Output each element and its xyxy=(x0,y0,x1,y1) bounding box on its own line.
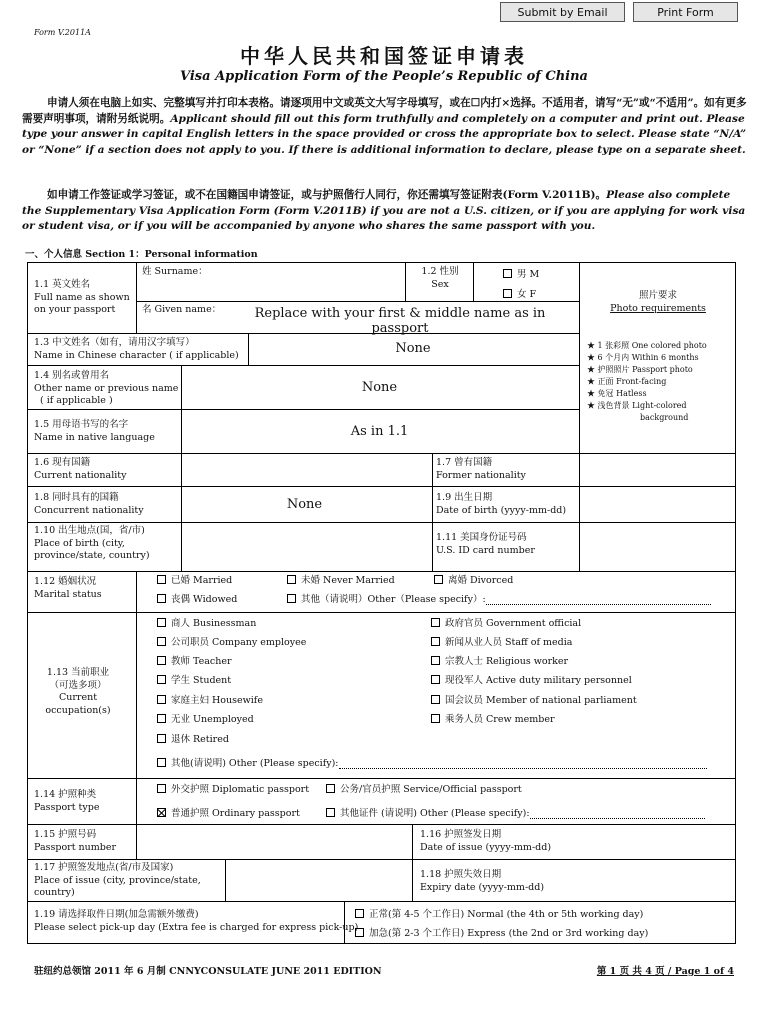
field-1-12-label: 1.12 婚姻状况 Marital status xyxy=(34,576,102,600)
pickup-normal-option[interactable]: 正常(第 4-5 个工作日) Normal (the 4th or 5th working day) xyxy=(355,906,643,920)
checkbox-icon[interactable] xyxy=(431,656,440,665)
occupation-option[interactable]: 退休 Retired xyxy=(157,731,229,745)
photo-req-item: ★ 浅色背景 Light-colored xyxy=(587,401,687,410)
field-1-19-label: 1.19 请选择取件日期(加急需额外缴费) Please select pick-up day (Extra fee is charged for express pick-up) xyxy=(34,909,359,933)
field-1-18-label: 1.18 护照失效日期 Expiry date (yyyy-mm-dd) xyxy=(420,869,545,893)
former-nationality-input[interactable] xyxy=(580,454,732,484)
field-1-14-label: 1.14 护照种类 Passport type xyxy=(34,789,100,813)
checkbox-icon[interactable] xyxy=(434,575,443,584)
page-title-en: Visa Application Form of the People’s Republic of China xyxy=(180,69,588,84)
occupation-option[interactable]: 无业 Unemployed xyxy=(157,711,254,725)
field-1-13-label: 1.13 当前职业 （可选多项） Current occupation(s) xyxy=(45,667,111,716)
checkbox-icon[interactable] xyxy=(157,734,166,743)
occupation-option[interactable]: 乘务人员 Crew member xyxy=(431,711,555,725)
passport-other-input[interactable] xyxy=(530,808,705,819)
passport-service-option[interactable]: 公务/官员护照 Service/Official passport xyxy=(326,781,522,795)
photo-req-item: ★ 6 个月内 Within 6 months xyxy=(587,353,699,362)
field-1-9-label: 1.9 出生日期 Date of birth (yyyy-mm-dd) xyxy=(436,492,567,516)
form-number: Form V.2011A xyxy=(34,28,91,37)
us-id-input[interactable] xyxy=(580,525,732,565)
given-name-input[interactable]: Replace with your first & middle name as in passport xyxy=(254,306,546,336)
field-1-16-label: 1.16 护照签发日期 Date of issue (yyyy-mm-dd) xyxy=(420,829,552,853)
photo-req-item: ★ 免冠 Hatless xyxy=(587,389,647,398)
occupation-option[interactable]: 商人 Businessman xyxy=(157,615,256,629)
field-1-8-label: 1.8 同时具有的国籍 Concurrent nationality xyxy=(34,492,144,516)
page-title-cn: 中华人民共和国签证申请表 xyxy=(240,44,528,68)
marital-divorced-option[interactable]: 离婚 Divorced xyxy=(434,572,513,586)
checkbox-icon[interactable] xyxy=(157,594,166,603)
checkbox-icon[interactable] xyxy=(287,594,296,603)
field-1-2-label: 1.2 性别 Sex xyxy=(421,266,459,290)
occupation-option[interactable]: 政府官员 Government official xyxy=(431,615,581,629)
occupation-other-option[interactable]: 其他(请说明) Other (Please specify): xyxy=(157,755,707,769)
checkbox-icon[interactable] xyxy=(431,618,440,627)
concurrent-nationality-input[interactable]: None xyxy=(286,497,323,512)
checkbox-icon[interactable] xyxy=(355,909,364,918)
current-nationality-input[interactable] xyxy=(182,454,432,484)
field-1-3-label: 1.3 中文姓名（如有，请用汉字填写） Name in Chinese character ( if applicable) xyxy=(34,337,239,361)
instructions-2: 如申请工作签证或学习签证，或不在国籍国申请签证，或与护照偕行人同行，你还需填写签证附表(Form V.2011B)。Please also complete the Supplementary Visa Application Form (Form V.2011B) if you are not a U.S. citizen, or if you are applying for work visa or student visa, or if you will be accompanied by anyone who shares the same passport with you. xyxy=(22,189,746,232)
checkbox-icon[interactable] xyxy=(157,695,166,704)
marital-other-option[interactable]: 其他（请说明）Other（Please specify）: xyxy=(287,591,711,605)
sex-female-option[interactable]: 女 F xyxy=(503,286,536,300)
checkbox-icon[interactable] xyxy=(287,575,296,584)
checkbox-icon[interactable] xyxy=(431,637,440,646)
checkbox-icon[interactable] xyxy=(157,637,166,646)
occupation-option[interactable]: 新闻从业人员 Staff of media xyxy=(431,634,572,648)
birthplace-input[interactable] xyxy=(182,525,432,565)
surname-label: 姓 Surname： xyxy=(142,266,208,277)
passport-ordinary-option[interactable]: 普通护照 Ordinary passport xyxy=(157,805,300,819)
occupation-other-input[interactable] xyxy=(339,758,707,769)
occupation-option[interactable]: 国会议员 Member of national parliament xyxy=(431,692,637,706)
sex-male-option[interactable]: 男 M xyxy=(503,266,539,280)
photo-req-item: ★ 正面 Front-facing xyxy=(587,377,667,386)
given-name-label: 名 Given name： xyxy=(142,304,222,315)
checkbox-icon[interactable] xyxy=(503,289,512,298)
pickup-express-option[interactable]: 加急(第 2-3 个工作日) Express (the 2nd or 3rd working day) xyxy=(355,925,648,939)
other-name-input[interactable]: None xyxy=(361,380,398,395)
checkbox-icon[interactable] xyxy=(157,656,166,665)
checked-checkbox-icon[interactable] xyxy=(157,808,166,817)
checkbox-icon[interactable] xyxy=(157,784,166,793)
field-1-7-label: 1.7 曾有国籍 Former nationality xyxy=(436,457,526,481)
marital-widowed-option[interactable]: 丧偶 Widowed xyxy=(157,591,237,605)
checkbox-icon[interactable] xyxy=(326,784,335,793)
surname-input[interactable] xyxy=(210,264,400,294)
occupation-option[interactable]: 现役军人 Active duty military personnel xyxy=(431,672,632,686)
footer-page-number: 第 1 页 共 4 页 / Page 1 of 4 xyxy=(596,966,734,977)
occupation-option[interactable]: 公司职员 Company employee xyxy=(157,634,306,648)
photo-req-item: background xyxy=(640,413,689,422)
field-1-10-label: 1.10 出生地点(国，省/市) Place of birth (city, province/state, country) xyxy=(34,525,150,561)
checkbox-icon[interactable] xyxy=(157,714,166,723)
field-1-15-label: 1.15 护照号码 Passport number xyxy=(34,829,117,853)
field-1-5-label: 1.5 用母语书写的名字 Name in native language xyxy=(34,419,155,443)
footer-edition: 驻纽约总领馆 2011 年 6 月制 CNNYCONSULATE JUNE 2011 EDITION xyxy=(34,966,382,977)
field-1-11-label: 1.11 美国身份证号码 U.S. ID card number xyxy=(436,532,535,556)
chinese-name-input[interactable]: None xyxy=(395,341,431,356)
checkbox-icon[interactable] xyxy=(355,928,364,937)
checkbox-icon[interactable] xyxy=(326,808,335,817)
field-1-17-label: 1.17 护照签发地点(省/市及国家) Place of issue (city, province/state, country) xyxy=(34,862,201,898)
marital-never-married-option[interactable]: 未婚 Never Married xyxy=(287,572,395,586)
occupation-option[interactable]: 宗教人士 Religious worker xyxy=(431,653,568,667)
passport-other-option[interactable]: 其他证件 (请说明) Other (Please specify): xyxy=(326,805,705,819)
photo-req-item: ★ 护照照片 Passport photo xyxy=(587,365,693,374)
checkbox-icon[interactable] xyxy=(157,575,166,584)
dob-input[interactable] xyxy=(580,488,732,518)
place-of-issue-input[interactable] xyxy=(228,860,408,898)
submit-by-email-button[interactable]: Submit by Email xyxy=(500,2,625,22)
checkbox-icon[interactable] xyxy=(157,618,166,627)
passport-diplomatic-option[interactable]: 外交护照 Diplomatic passport xyxy=(157,781,309,795)
checkbox-icon[interactable] xyxy=(157,675,166,684)
checkbox-icon[interactable] xyxy=(431,695,440,704)
marital-married-option[interactable]: 已婚 Married xyxy=(157,572,232,586)
occupation-option[interactable]: 教师 Teacher xyxy=(157,653,232,667)
field-1-6-label: 1.6 现有国籍 Current nationality xyxy=(34,457,127,481)
field-1-1-label: 1.1 英文姓名 Full name as shown on your passport xyxy=(34,279,130,315)
passport-number-input[interactable] xyxy=(140,826,410,856)
native-name-input[interactable]: As in 1.1 xyxy=(350,424,409,439)
marital-other-input[interactable] xyxy=(486,594,711,605)
occupation-option[interactable]: 家庭主妇 Housewife xyxy=(157,692,263,706)
photo-req-item: ★ 1 张彩照 One colored photo xyxy=(587,341,707,350)
print-form-button[interactable]: Print Form xyxy=(633,2,738,22)
occupation-option[interactable]: 学生 Student xyxy=(157,672,231,686)
field-1-4-label: 1.4 别名或曾用名 Other name or previous name ( if applicable ) xyxy=(34,370,179,406)
checkbox-icon[interactable] xyxy=(157,758,166,767)
section1-title: 一、个人信息 Section 1：Personal information xyxy=(25,249,258,260)
instructions-1: 申请人须在电脑上如实、完整填写并打印本表格。请逐项用中文或英文大写字母填写，或在☐内打×选择。不适用者，请写“无”或“不适用”。如有更多需要声明事项，请附另纸说明。Applicant should fill out this form truthfully and completely on a computer and print out. Please type your answer in capital English letters in the space provided or cross the appropriate box to select. Please state “N/A” or “None” if a section does not apply to you. If there is additional information to declare, please type on a separate sheet. xyxy=(22,97,747,156)
checkbox-icon[interactable] xyxy=(503,269,512,278)
checkbox-icon[interactable] xyxy=(431,675,440,684)
photo-requirements-title: 照片要求 Photo requirements xyxy=(610,290,706,314)
checkbox-icon[interactable] xyxy=(431,714,440,723)
